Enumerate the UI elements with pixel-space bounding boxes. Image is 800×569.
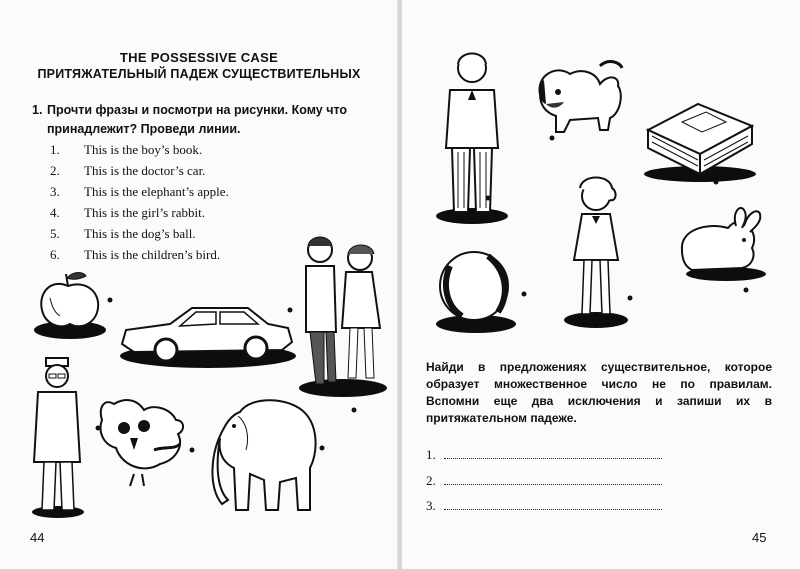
task-two-text: Найди в предложениях существительное, которое образует множественное число не по правилам. Вспомни еще два исключения и запиши их в притяжательном падеже.: [426, 360, 772, 425]
left-page: [0, 0, 398, 569]
children-picture: [298, 232, 388, 412]
book-picture: [642, 100, 762, 190]
title-english: THE POSSESSIVE CASE: [119, 50, 279, 65]
page-number-left: 44: [30, 530, 45, 545]
boy-picture: [432, 48, 512, 228]
answer-line: 2.: [426, 473, 662, 489]
car-picture: [116, 300, 301, 372]
task-instruction: [32, 101, 362, 139]
sentence-item: 1. This is the boy’s book.: [50, 142, 203, 157]
answer-input-line[interactable]: [444, 474, 662, 485]
rabbit-picture: [672, 204, 782, 294]
sentence-item: 4. This is the girl’s rabbit.: [50, 205, 205, 220]
sentence-item: 6. This is the children’s bird.: [50, 247, 221, 262]
page-number-right: 45: [752, 530, 767, 545]
answer-input-line[interactable]: [444, 499, 662, 510]
sentence-item: 2. This is the doctor’s car.: [50, 163, 206, 178]
answer-line: 3.: [426, 498, 662, 514]
task-number: 1.: [32, 103, 43, 117]
girl-picture: [562, 174, 642, 334]
elephant-picture: [210, 392, 325, 522]
doctor-picture: [30, 352, 102, 527]
dog-picture: [530, 54, 630, 139]
sentence-item: 3. This is the elephant’s apple.: [50, 184, 229, 199]
apple-picture: [30, 268, 120, 343]
title-russian: ПРИТЯЖАТЕЛЬНЫЙ ПАДЕЖ СУЩЕСТВИТЕЛЬНЫХ: [37, 67, 361, 81]
task-text: Прочти фразы и посмотри на рисунки. Кому что принадлежит? Проведи линии.: [47, 103, 348, 136]
answer-line: 1.: [426, 447, 662, 463]
ball-picture: [432, 248, 532, 338]
answer-input-line[interactable]: [444, 448, 662, 459]
right-page: [402, 0, 800, 569]
bird-picture: [94, 390, 194, 490]
sentence-item: 5. This is the dog’s ball.: [50, 226, 196, 241]
